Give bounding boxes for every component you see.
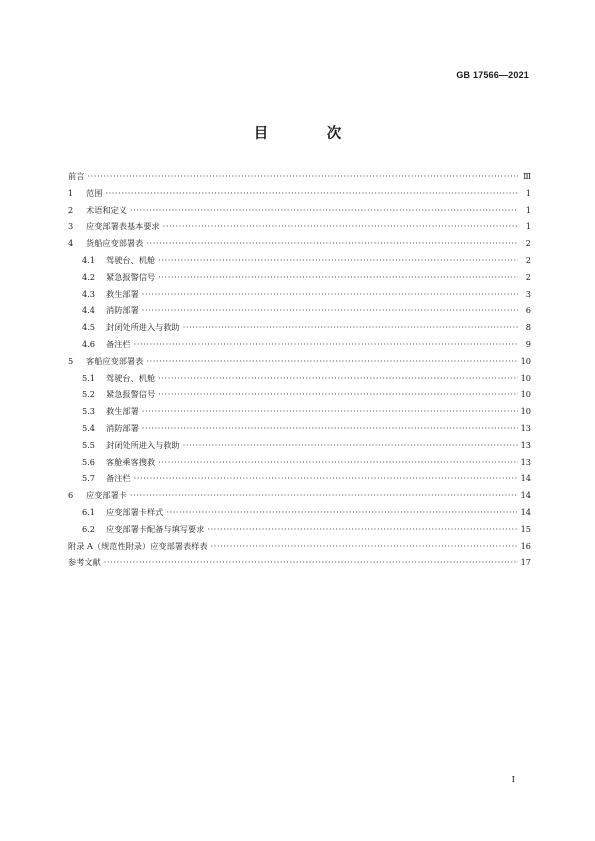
toc-entry-number: 4.1	[82, 254, 96, 265]
toc-entry-page: 8	[525, 322, 531, 333]
dot-leader	[142, 420, 518, 437]
toc-entry-label: 应变部署卡样式	[106, 506, 164, 517]
toc-entry-page: 6	[525, 305, 531, 316]
toc-entry-page: 15	[520, 523, 531, 534]
toc-entry[interactable]	[68, 286, 531, 303]
dot-leader	[146, 353, 517, 370]
toc-entry-number: 5.2	[82, 389, 96, 400]
toc-entry[interactable]	[68, 252, 531, 269]
dot-leader	[130, 487, 518, 504]
toc-entry-number: 4.6	[82, 338, 96, 349]
toc-entry-page: 2	[525, 238, 531, 249]
toc-entry-number: 6.1	[82, 506, 96, 517]
toc-entry-page: 2	[525, 254, 531, 265]
toc-entry-label: 消防部署	[106, 422, 139, 433]
toc-entry-number: 4.3	[82, 288, 96, 299]
dot-leader	[134, 336, 518, 353]
toc-entry[interactable]	[68, 319, 531, 336]
toc-entry-label: 附录 A（规范性附录）应变部署表样表	[68, 540, 208, 551]
toc-entry-label: 货船应变部署表	[86, 238, 144, 249]
toc-entry-label: 备注栏	[106, 473, 131, 484]
toc-entry-label: 应变部署表基本要求	[86, 221, 160, 232]
toc-entry-page: 13	[520, 422, 531, 433]
dot-leader	[142, 302, 518, 319]
toc-entry[interactable]	[68, 302, 531, 319]
toc-entry[interactable]	[68, 336, 531, 353]
toc-entry[interactable]	[68, 353, 531, 370]
toc-entry-number: 4.5	[82, 322, 96, 333]
toc-entry[interactable]	[68, 470, 531, 487]
toc-entry-label: 驾驶台、机舱	[106, 254, 156, 265]
toc-entry[interactable]	[68, 235, 531, 252]
toc-entry-page: 10	[520, 372, 531, 383]
toc-entry-page: 14	[520, 506, 531, 517]
toc-entry-number: 5.3	[82, 406, 96, 417]
toc-entry[interactable]	[68, 386, 531, 403]
toc-entry-label: 应变部署卡配备与填写要求	[106, 523, 205, 534]
toc-entry[interactable]	[68, 370, 531, 387]
toc-entry-label: 客舱乘客搜救	[106, 456, 156, 467]
toc-entry-page: 14	[520, 490, 531, 501]
toc-entry-number: 4.2	[82, 271, 96, 282]
toc-entry-page: 13	[520, 439, 531, 450]
dot-leader	[104, 554, 518, 571]
toc-entry-number: 5.1	[82, 372, 96, 383]
dot-leader	[142, 403, 518, 420]
toc-entry-page: 13	[520, 456, 531, 467]
dot-leader	[146, 235, 518, 252]
toc-entry-number: 5.6	[82, 456, 96, 467]
toc-entry-page: 14	[520, 473, 531, 484]
toc-entry-number: 6.2	[82, 523, 96, 534]
toc-entry-label: 范围	[86, 187, 103, 198]
dot-leader	[87, 168, 518, 185]
dot-leader	[158, 269, 518, 286]
dot-leader	[183, 319, 518, 336]
dot-leader	[163, 218, 518, 235]
standard-code: GB 17566—2021	[456, 70, 529, 80]
dot-leader	[134, 470, 518, 487]
toc-entry-label: 封闭处所进入与救助	[106, 322, 180, 333]
toc-entry[interactable]	[68, 437, 531, 454]
toc-entry-number: 5.4	[82, 422, 96, 433]
dot-leader	[166, 504, 517, 521]
toc-entry-label: 救生部署	[106, 406, 139, 417]
toc-entry-label: 客船应变部署表	[86, 355, 144, 366]
toc-entry[interactable]	[68, 269, 531, 286]
dot-leader	[142, 286, 518, 303]
toc-entry-number: 5.5	[82, 439, 96, 450]
toc-entry-label: 紧急报警信号	[106, 271, 156, 282]
toc-entry[interactable]	[68, 185, 531, 202]
toc-entry-label: 救生部署	[106, 288, 139, 299]
toc-entry-number: 5.7	[82, 473, 96, 484]
toc-entry-number: 2	[68, 204, 74, 215]
toc-entry[interactable]	[68, 504, 531, 521]
toc-entry-page: 10	[520, 389, 531, 400]
dot-leader	[207, 521, 517, 538]
toc-entry[interactable]	[68, 218, 531, 235]
toc-entry-number: 4.4	[82, 305, 96, 316]
toc-entry-label: 术语和定义	[86, 204, 127, 215]
toc-entry-page: 1	[525, 204, 531, 215]
toc-entry-number: 5	[68, 355, 74, 366]
toc-entry-page: 17	[520, 557, 531, 568]
toc-entry[interactable]	[68, 554, 531, 571]
dot-leader	[130, 202, 518, 219]
toc-entry-page: 16	[520, 540, 531, 551]
toc-entry-label: 消防部署	[106, 305, 139, 316]
toc-entry-label: 备注栏	[106, 338, 131, 349]
toc-entry[interactable]	[68, 420, 531, 437]
toc-entry[interactable]	[68, 487, 531, 504]
toc-entry-number: 3	[68, 221, 74, 232]
toc-entry-number: 6	[68, 490, 74, 501]
toc-entry-page: 10	[520, 355, 531, 366]
dot-leader	[158, 386, 517, 403]
toc-entry-page: 9	[525, 338, 531, 349]
dot-leader	[158, 454, 517, 471]
toc-entry-number: 4	[68, 238, 74, 249]
toc-entry[interactable]	[68, 454, 531, 471]
toc-entry-number: 1	[68, 187, 74, 198]
dot-leader	[105, 185, 518, 202]
dot-leader	[211, 538, 518, 555]
toc-entry[interactable]	[68, 521, 531, 538]
table-of-contents	[68, 168, 531, 571]
toc-entry[interactable]	[68, 202, 531, 219]
toc-entry-label: 前言	[68, 171, 85, 181]
page-title: 目 次	[253, 126, 364, 142]
dot-leader	[183, 437, 518, 454]
page-number: I	[511, 775, 515, 785]
toc-entry-page: Ⅲ	[523, 171, 531, 181]
toc-entry[interactable]	[68, 403, 531, 420]
dot-leader	[158, 252, 518, 269]
toc-entry-label: 参考文献	[68, 557, 101, 568]
toc-entry-page: 1	[525, 221, 531, 232]
toc-entry[interactable]	[68, 168, 531, 185]
toc-entry-label: 紧急报警信号	[106, 389, 156, 400]
dot-leader	[158, 370, 517, 387]
toc-entry-page: 1	[525, 187, 531, 198]
toc-entry-label: 封闭处所进入与救助	[106, 439, 180, 450]
toc-entry-label: 驾驶台、机舱	[106, 372, 156, 383]
toc-entry-page: 10	[520, 406, 531, 417]
toc-entry-label: 应变部署卡	[86, 490, 127, 501]
toc-entry-page: 2	[525, 271, 531, 282]
toc-entry-page: 3	[525, 288, 531, 299]
toc-entry[interactable]	[68, 538, 531, 555]
